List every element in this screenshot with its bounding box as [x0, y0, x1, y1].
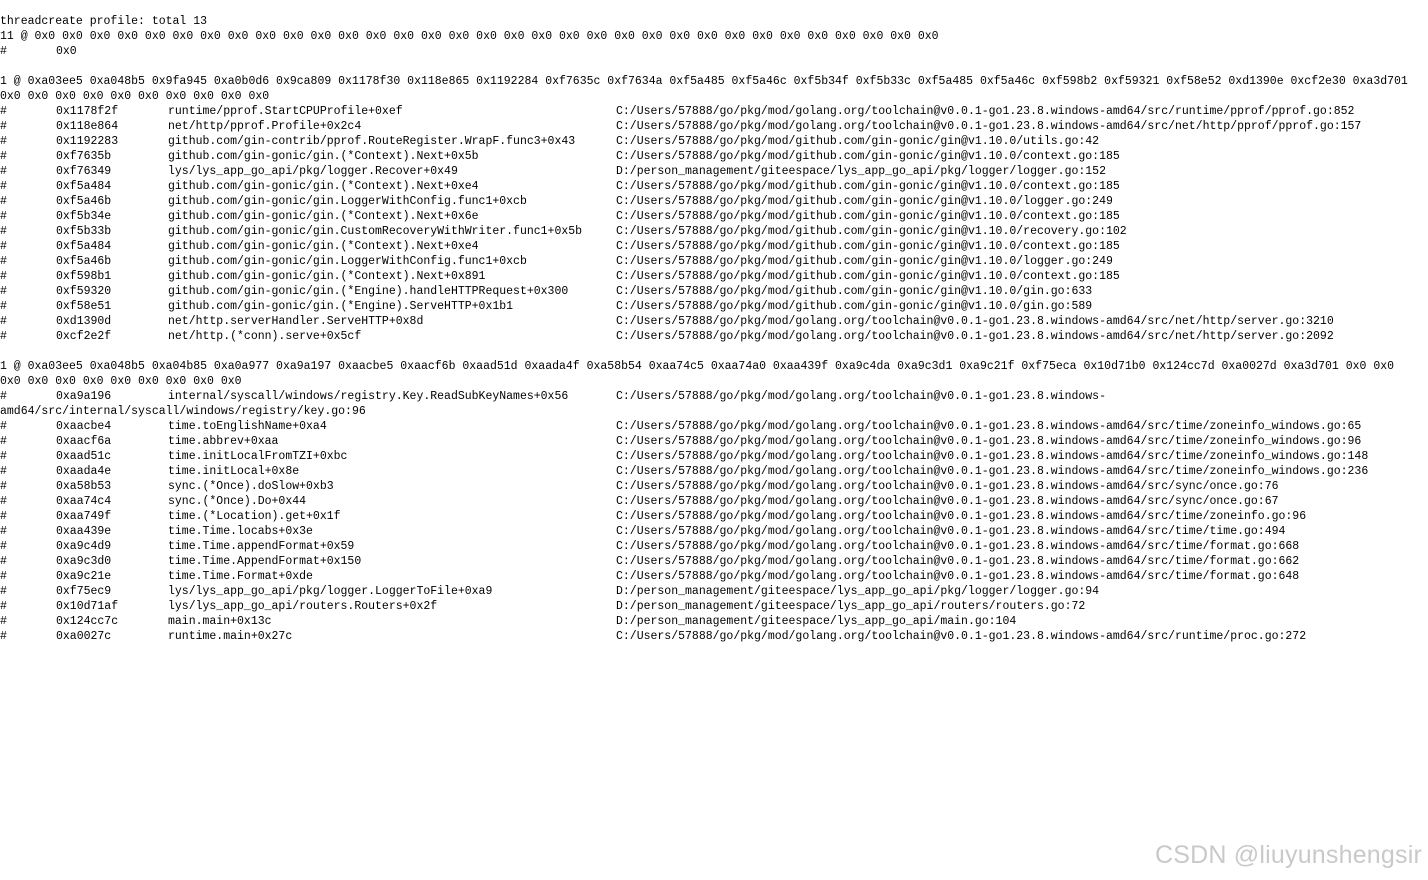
- frame-source-location: C:/Users/57888/go/pkg/mod/github.com/gin-gonic/gin@v1.10.0/context.go:185: [616, 180, 1120, 193]
- frame-marker: #: [0, 195, 7, 208]
- frame-marker: #: [0, 495, 7, 508]
- frame-address: 0xcf2e2f: [56, 330, 112, 343]
- frame-address: 0xf5a484: [56, 240, 112, 253]
- stack-frame: [0, 554, 1428, 569]
- frame-source-location: C:/Users/57888/go/pkg/mod/golang.org/toolchain@v0.0.1-go1.23.8.windows-amd64/src/time/zoneinfo_windows.go:96: [616, 435, 1362, 448]
- stack-frame: [0, 194, 1428, 209]
- frame-function: github.com/gin-gonic/gin.(*Engine).handleHTTPRequest+0x300: [168, 285, 569, 298]
- stack-frame: [0, 464, 1428, 479]
- frame-marker: #: [0, 480, 7, 493]
- stack-frame: [0, 629, 1428, 644]
- frame-source-location: D:/person_management/giteespace/lys_app_go_api/routers/routers.go:72: [616, 600, 1086, 613]
- frame-address: 0xf5a46b: [56, 195, 112, 208]
- frame-function: main.main+0x13c: [168, 615, 272, 628]
- stack-address-line: 1 @ 0xa03ee5 0xa048b5 0xa04b85 0xa0a977 0xa9a197 0xaacbe5 0xaacf6b 0xaad51d 0xaada4f 0xa58b54 0xaa74c5 0xaa74a0 0xaa439f 0xa9c4da 0xa9c3d1 0xa9c21f 0xf75eca 0x10d71b0 0x124cc7d 0xa0027d 0xa3d701 0x0 0x0: [0, 360, 1395, 373]
- frame-marker: #: [0, 255, 7, 268]
- frame-source-location: C:/Users/57888/go/pkg/mod/golang.org/toolchain@v0.0.1-go1.23.8.windows-amd64/src/runtime/proc.go:272: [616, 630, 1307, 643]
- stack-frame: [0, 44, 1428, 59]
- stack-frame: [0, 509, 1428, 524]
- frame-marker: #: [0, 285, 7, 298]
- frame-marker: #: [0, 615, 7, 628]
- frame-source-location: C:/Users/57888/go/pkg/mod/golang.org/toolchain@v0.0.1-go1.23.8.windows-amd64/src/time/zoneinfo.go:96: [616, 510, 1307, 523]
- frame-marker: #: [0, 210, 7, 223]
- frame-address: 0xf5a46b: [56, 255, 112, 268]
- frame-source-location: C:/Users/57888/go/pkg/mod/golang.org/toolchain@v0.0.1-go1.23.8.windows-amd64/src/time/format.go:648: [616, 570, 1300, 583]
- frame-function: github.com/gin-gonic/gin.(*Context).Next+0xe4: [168, 180, 479, 193]
- watermark: CSDN @liuyunshengsir: [1155, 841, 1422, 869]
- frame-marker: #: [0, 300, 7, 313]
- frame-function: internal/syscall/windows/registry.Key.ReadSubKeyNames+0x56: [168, 390, 569, 403]
- frame-address: 0xf5b33b: [56, 225, 112, 238]
- frame-function: time.toEnglishName+0xa4: [168, 420, 327, 433]
- frame-address: 0x10d71af: [56, 600, 119, 613]
- frame-function: time.Time.AppendFormat+0x150: [168, 555, 362, 568]
- frame-source-location: C:/Users/57888/go/pkg/mod/golang.org/toolchain@v0.0.1-go1.23.8.windows-amd64/src/time/format.go:662: [616, 555, 1300, 568]
- stack-frame: [0, 329, 1428, 344]
- frame-function: github.com/gin-contrib/pprof.RouteRegister.WrapF.func3+0x43: [168, 135, 576, 148]
- frame-address: 0xa9c21e: [56, 570, 112, 583]
- stack-frame: [0, 539, 1428, 554]
- stack-frame: [0, 209, 1428, 224]
- frame-address: 0xaad51c: [56, 450, 112, 463]
- frame-address: 0xa9a196: [56, 390, 112, 403]
- frame-marker: #: [0, 240, 7, 253]
- frame-address: 0xa9c3d0: [56, 555, 112, 568]
- frame-function: lys/lys_app_go_api/pkg/logger.LoggerToFile+0xa9: [168, 585, 493, 598]
- frame-address: 0xf76349: [56, 165, 112, 178]
- frame-address: 0xa9c4d9: [56, 540, 112, 553]
- frame-address: 0xf5b34e: [56, 210, 112, 223]
- frame-address: 0xf598b1: [56, 270, 112, 283]
- frame-function: github.com/gin-gonic/gin.LoggerWithConfig.func1+0xcb: [168, 255, 527, 268]
- frame-marker: #: [0, 420, 7, 433]
- frame-marker: #: [0, 45, 7, 58]
- frame-address: 0x118e864: [56, 120, 119, 133]
- frame-address: 0xd1390d: [56, 315, 112, 328]
- stack-frame: [0, 134, 1428, 149]
- frame-source-location: C:/Users/57888/go/pkg/mod/github.com/gin-gonic/gin@v1.10.0/context.go:185: [616, 270, 1120, 283]
- stack-frame: [0, 494, 1428, 509]
- frame-marker: #: [0, 540, 7, 553]
- stack-frame: [0, 449, 1428, 464]
- frame-source-location: C:/Users/57888/go/pkg/mod/golang.org/toolchain@v0.0.1-go1.23.8.windows-amd64/src/sync/once.go:67: [616, 495, 1279, 508]
- stack-frame: [0, 479, 1428, 494]
- record-separator: [0, 59, 1428, 74]
- stack-frame: [0, 119, 1428, 134]
- stack-address-line: 11 @ 0x0 0x0 0x0 0x0 0x0 0x0 0x0 0x0 0x0 0x0 0x0 0x0 0x0 0x0 0x0 0x0 0x0 0x0 0x0 0x0 0x0 0x0 0x0 0x0 0x0 0x0 0x0 0x0 0x0 0x0 0x0 0x0 0x0: [0, 30, 939, 43]
- frame-source-location-continued: amd64/src/internal/syscall/windows/registry/key.go:96: [0, 405, 366, 418]
- stack-frame: [0, 614, 1428, 629]
- frame-address: 0x124cc7c: [56, 615, 119, 628]
- frame-marker: #: [0, 135, 7, 148]
- frame-address: 0xa58b53: [56, 480, 112, 493]
- frame-source-location: C:/Users/57888/go/pkg/mod/golang.org/toolchain@v0.0.1-go1.23.8.windows-amd64/src/time/zoneinfo_windows.go:148: [616, 450, 1369, 463]
- frame-marker: #: [0, 510, 7, 523]
- stack-frame: [0, 299, 1428, 314]
- frame-marker: #: [0, 630, 7, 643]
- frame-function: time.abbrev+0xaa: [168, 435, 279, 448]
- frame-marker: #: [0, 120, 7, 133]
- frame-address: 0xf59320: [56, 285, 112, 298]
- frame-source-location: C:/Users/57888/go/pkg/mod/golang.org/toolchain@v0.0.1-go1.23.8.windows-amd64/src/time/zoneinfo_windows.go:65: [616, 420, 1362, 433]
- stack-frame: [0, 284, 1428, 299]
- frame-marker: #: [0, 555, 7, 568]
- frame-function: lys/lys_app_go_api/pkg/logger.Recover+0x49: [168, 165, 458, 178]
- frame-source-location: C:/Users/57888/go/pkg/mod/github.com/gin-gonic/gin@v1.10.0/utils.go:42: [616, 135, 1100, 148]
- stack-frame: [0, 224, 1428, 239]
- stack-records: [0, 29, 1428, 644]
- frame-source-location: C:/Users/57888/go/pkg/mod/github.com/gin-gonic/gin@v1.10.0/gin.go:589: [616, 300, 1093, 313]
- frame-address: 0xf58e51: [56, 300, 112, 313]
- frame-function: github.com/gin-gonic/gin.(*Context).Next+0xe4: [168, 240, 479, 253]
- frame-source-location: C:/Users/57888/go/pkg/mod/github.com/gin-gonic/gin@v1.10.0/recovery.go:102: [616, 225, 1127, 238]
- frame-marker: #: [0, 165, 7, 178]
- frame-marker: #: [0, 600, 7, 613]
- frame-source-location: C:/Users/57888/go/pkg/mod/github.com/gin-gonic/gin@v1.10.0/context.go:185: [616, 240, 1120, 253]
- frame-function: lys/lys_app_go_api/routers.Routers+0x2f: [168, 600, 438, 613]
- frame-function: github.com/gin-gonic/gin.(*Context).Next+0x6e: [168, 210, 479, 223]
- frame-address: 0xf75ec9: [56, 585, 112, 598]
- frame-function: github.com/gin-gonic/gin.(*Context).Next+0x5b: [168, 150, 479, 163]
- frame-marker: #: [0, 525, 7, 538]
- frame-function: sync.(*Once).doSlow+0xb3: [168, 480, 334, 493]
- profile-output: [0, 14, 1428, 644]
- frame-marker: #: [0, 105, 7, 118]
- frame-source-location: C:/Users/57888/go/pkg/mod/golang.org/toolchain@v0.0.1-go1.23.8.windows-amd64/src/net/http/pprof/pprof.go:157: [616, 120, 1362, 133]
- frame-source-location: C:/Users/57888/go/pkg/mod/golang.org/toolchain@v0.0.1-go1.23.8.windows-amd64/src/net/http/server.go:3210: [616, 315, 1334, 328]
- frame-marker: #: [0, 150, 7, 163]
- frame-marker: #: [0, 270, 7, 283]
- frame-function: time.Time.locabs+0x3e: [168, 525, 313, 538]
- frame-address: 0xaacbe4: [56, 420, 112, 433]
- stack-frame: [0, 104, 1428, 119]
- frame-source-location: C:/Users/57888/go/pkg/mod/github.com/gin-gonic/gin@v1.10.0/gin.go:633: [616, 285, 1093, 298]
- frame-address: 0xf7635b: [56, 150, 112, 163]
- stack-frame: [0, 584, 1428, 599]
- frame-function: time.initLocal+0x8e: [168, 465, 300, 478]
- frame-source-location: D:/person_management/giteespace/lys_app_go_api/pkg/logger/logger.go:152: [616, 165, 1106, 178]
- stack-frame: [0, 164, 1428, 179]
- frame-function: time.Time.appendFormat+0x59: [168, 540, 355, 553]
- frame-source-location: D:/person_management/giteespace/lys_app_go_api/pkg/logger/logger.go:94: [616, 585, 1100, 598]
- frame-address: 0xa0027c: [56, 630, 112, 643]
- stack-frame: [0, 599, 1428, 614]
- record-separator: [0, 344, 1428, 359]
- frame-function: sync.(*Once).Do+0x44: [168, 495, 307, 508]
- frame-source-location: C:/Users/57888/go/pkg/mod/golang.org/toolchain@v0.0.1-go1.23.8.windows-: [616, 390, 1106, 403]
- frame-function: github.com/gin-gonic/gin.LoggerWithConfig.func1+0xcb: [168, 195, 527, 208]
- frame-marker: #: [0, 390, 7, 403]
- frame-marker: #: [0, 330, 7, 343]
- frame-function: github.com/gin-gonic/gin.(*Engine).ServeHTTP+0x1b1: [168, 300, 514, 313]
- frame-source-location: C:/Users/57888/go/pkg/mod/golang.org/toolchain@v0.0.1-go1.23.8.windows-amd64/src/time/time.go:494: [616, 525, 1286, 538]
- stack-frame: [0, 239, 1428, 254]
- frame-marker: #: [0, 585, 7, 598]
- frame-address: 0x1178f2f: [56, 105, 119, 118]
- frame-source-location: C:/Users/57888/go/pkg/mod/github.com/gin-gonic/gin@v1.10.0/context.go:185: [616, 150, 1120, 163]
- frame-source-location: D:/person_management/giteespace/lys_app_go_api/main.go:104: [616, 615, 1017, 628]
- frame-address: 0x1192283: [56, 135, 119, 148]
- stack-frame: [0, 434, 1428, 449]
- frame-function: net/http.(*conn).serve+0x5cf: [168, 330, 362, 343]
- stack-frame: [0, 419, 1428, 434]
- stack-frame: [0, 254, 1428, 269]
- frame-source-location: C:/Users/57888/go/pkg/mod/golang.org/toolchain@v0.0.1-go1.23.8.windows-amd64/src/net/http/server.go:2092: [616, 330, 1334, 343]
- stack-frame: [0, 179, 1428, 194]
- frame-address: 0xaa74c4: [56, 495, 112, 508]
- frame-marker: #: [0, 435, 7, 448]
- frame-function: runtime.main+0x27c: [168, 630, 293, 643]
- frame-function: github.com/gin-gonic/gin.(*Context).Next+0x891: [168, 270, 486, 283]
- frame-source-location: C:/Users/57888/go/pkg/mod/golang.org/toolchain@v0.0.1-go1.23.8.windows-amd64/src/time/format.go:668: [616, 540, 1300, 553]
- frame-source-location: C:/Users/57888/go/pkg/mod/github.com/gin-gonic/gin@v1.10.0/logger.go:249: [616, 195, 1113, 208]
- frame-function: time.initLocalFromTZI+0xbc: [168, 450, 348, 463]
- frame-function: time.Time.Format+0xde: [168, 570, 313, 583]
- stack-frame: [0, 314, 1428, 329]
- stack-address-line: 1 @ 0xa03ee5 0xa048b5 0x9fa945 0xa0b0d6 0x9ca809 0x1178f30 0x118e865 0x1192284 0xf7635c 0xf7634a 0xf5a485 0xf5a46c 0xf5b34f 0xf5b33c 0xf5a485 0xf5a46c 0xf598b2 0xf59321 0xf58e52 0xd1390e 0xcf2e30 0xa3d701: [0, 75, 1408, 88]
- frame-marker: #: [0, 225, 7, 238]
- frame-function: time.(*Location).get+0x1f: [168, 510, 341, 523]
- frame-function: github.com/gin-gonic/gin.CustomRecoveryWithWriter.func1+0x5b: [168, 225, 583, 238]
- frame-marker: #: [0, 315, 7, 328]
- profile-title: threadcreate profile: total 13: [0, 15, 208, 28]
- frame-marker: #: [0, 450, 7, 463]
- frame-source-location: C:/Users/57888/go/pkg/mod/golang.org/toolchain@v0.0.1-go1.23.8.windows-amd64/src/runtime/pprof/pprof.go:852: [616, 105, 1355, 118]
- stack-frame: [0, 524, 1428, 539]
- frame-address: 0xaa749f: [56, 510, 112, 523]
- frame-marker: #: [0, 570, 7, 583]
- stack-address-line: 0x0 0x0 0x0 0x0 0x0 0x0 0x0 0x0 0x0: [0, 375, 242, 388]
- frame-source-location: C:/Users/57888/go/pkg/mod/github.com/gin-gonic/gin@v1.10.0/logger.go:249: [616, 255, 1113, 268]
- frame-function: net/http.serverHandler.ServeHTTP+0x8d: [168, 315, 424, 328]
- stack-frame: [0, 269, 1428, 284]
- frame-marker: #: [0, 465, 7, 478]
- stack-frame: [0, 569, 1428, 584]
- frame-address: 0xf5a484: [56, 180, 112, 193]
- frame-address: 0xaa439e: [56, 525, 112, 538]
- frame-marker: #: [0, 180, 7, 193]
- frame-function: runtime/pprof.StartCPUProfile+0xef: [168, 105, 403, 118]
- frame-function: net/http/pprof.Profile+0x2c4: [168, 120, 362, 133]
- stack-address-line: 0x0 0x0 0x0 0x0 0x0 0x0 0x0 0x0 0x0 0x0: [0, 90, 270, 103]
- frame-source-location: C:/Users/57888/go/pkg/mod/github.com/gin-gonic/gin@v1.10.0/context.go:185: [616, 210, 1120, 223]
- stack-frame: [0, 389, 1428, 404]
- frame-address: 0x0: [56, 45, 77, 58]
- frame-source-location: C:/Users/57888/go/pkg/mod/golang.org/toolchain@v0.0.1-go1.23.8.windows-amd64/src/time/zoneinfo_windows.go:236: [616, 465, 1369, 478]
- frame-source-location: C:/Users/57888/go/pkg/mod/golang.org/toolchain@v0.0.1-go1.23.8.windows-amd64/src/sync/once.go:76: [616, 480, 1279, 493]
- frame-address: 0xaacf6a: [56, 435, 112, 448]
- stack-frame: [0, 149, 1428, 164]
- frame-address: 0xaada4e: [56, 465, 112, 478]
